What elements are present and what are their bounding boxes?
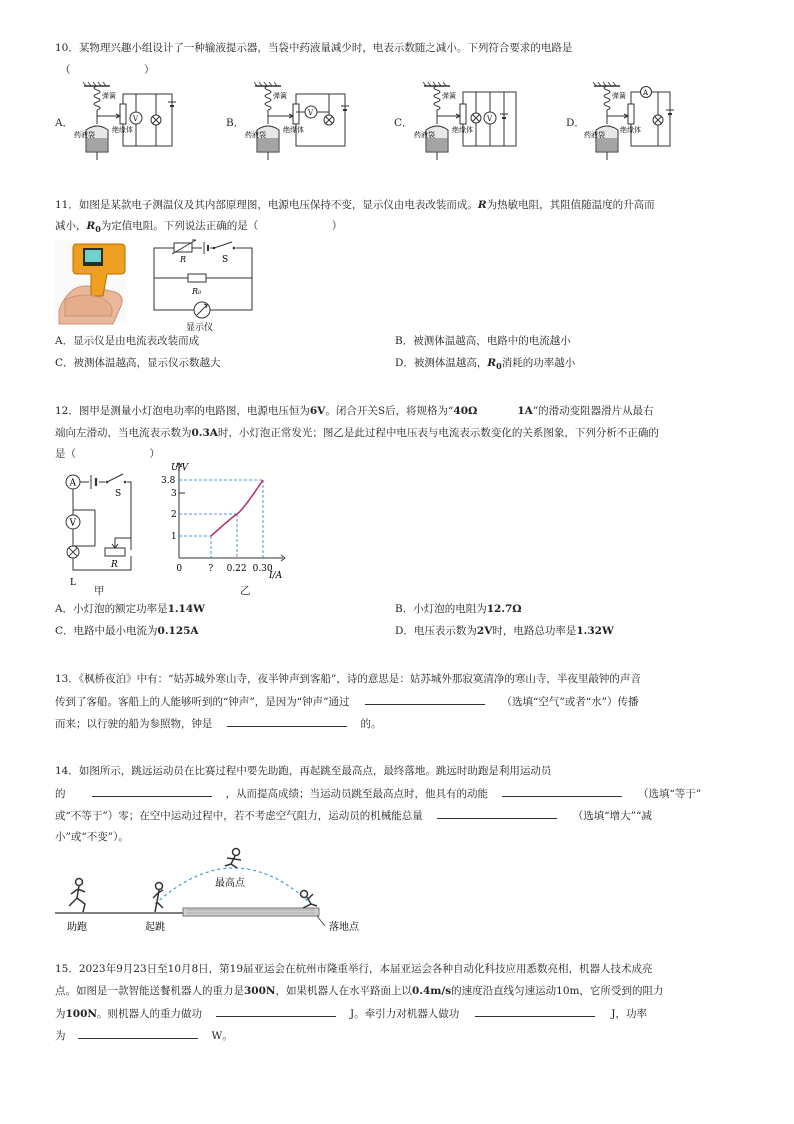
q15-number: 15．: [55, 963, 79, 975]
q11-circuit-s-label: S: [222, 255, 229, 265]
q14-line3: 或“不等于”）零；在空中运动过程中，若不考虑空气阻力，运动员的机械能总量 （选填“增大”“减: [55, 810, 652, 822]
q10-line1: 10．某物理兴趣小组设计了一种输液提示器，当袋中药液量减少时，电表示数随之减小。下列符合要求的电路是: [55, 42, 573, 54]
q12-option-b[interactable]: B．小灯泡的电阻为12.7Ω: [395, 603, 522, 615]
q10-c-bag-label: 药液袋: [414, 131, 435, 139]
q10-c-voltmeter-glyph: V: [487, 115, 493, 123]
q12-ytick-3: 1: [171, 532, 177, 542]
q13-line1: 13．《枫桥夜泊》中有：“姑苏城外寒山寺，夜半钟声到客船”，诗的意思是：姑苏城外那寂寞清净的寒山寺，半夜里敲钟的声音: [55, 673, 641, 685]
q12-graph-ylabel: U/V: [171, 463, 189, 473]
q10-b-spring-label: 弹簧: [273, 92, 287, 100]
q14-line4: 小”或“不变”）。: [55, 831, 129, 843]
q11-option-a[interactable]: A．显示仪是由电流表改装而成: [55, 335, 200, 347]
q12-voltmeter-glyph: V: [69, 518, 76, 529]
q11-number: 11．: [55, 199, 79, 211]
q12-rheostat-label: R: [111, 560, 118, 570]
q11-circuit-r0-label: R₀: [192, 287, 202, 296]
q14-line1: 14．如图所示，跳远运动员在比赛过程中要先助跑，再起跳至最高点，最终落地。跳远时助跑是利用运动员: [55, 765, 552, 777]
q12-ytick-1: 3: [171, 489, 177, 499]
q10-option-b-label[interactable]: B．: [226, 117, 245, 129]
q12-graph-curve: [211, 480, 263, 536]
q14-label-top: 最高点: [215, 878, 245, 889]
q12-line2: 端向左滑动，当电流表示数为0.3A时，小灯泡正常发光；图乙是此过程中电压表与电流表示数变化的关系图象，下列分析不正确的: [55, 427, 659, 439]
q14-line2: 的 ，从而提高成绩；当运动员跳至最高点时，他具有的动能 （选填“等于”: [55, 788, 702, 800]
q10-figure-d: [582, 80, 692, 162]
q11-option-b[interactable]: B．被测体温越高，电路中的电流越小: [395, 335, 571, 347]
q13-number: 13．: [55, 673, 79, 685]
q11-r0-symbol: R: [86, 220, 96, 232]
q12-lamp-label: L: [70, 578, 76, 588]
q14-label-land: 落地点: [329, 922, 359, 933]
q15-line2: 点。如图是一款智能送餐机器人的重力是300N，如果机器人在水平路面上以0.4m/s的速度沿直线匀速运动10m，它所受到的阻力: [55, 985, 664, 997]
q14-number: 14．: [55, 765, 79, 777]
q12-line3: 是（ ）: [55, 448, 160, 460]
q12-circuit-jia: [55, 470, 140, 598]
q12-graph-grid: [179, 480, 263, 558]
q15-blank-gravity-work[interactable]: [216, 1006, 336, 1017]
q10-d-spring-label: 弹簧: [612, 92, 626, 100]
q10-figure-c: [412, 80, 522, 162]
q10-d-ammeter-glyph: A: [643, 89, 649, 97]
q12-option-d[interactable]: D．电压表示数为2V时，电路总功率是1.32W: [395, 625, 614, 637]
q13-blank-state[interactable]: [227, 716, 347, 727]
q11-thermometer-photo: [55, 240, 127, 324]
q10-a-insulator-label: 绝缘体: [112, 126, 133, 134]
q15-blank-power[interactable]: [78, 1028, 198, 1039]
q14-blank-kinetic[interactable]: [502, 786, 622, 797]
q13-blank-medium[interactable]: [365, 694, 485, 705]
q12-graph-xlabel: I/A: [269, 571, 283, 581]
q10-a-spring-label: 弹簧: [102, 92, 116, 100]
q11-circuit-display-label: 显示仪: [186, 323, 214, 333]
q10-figure-b: [243, 80, 353, 162]
q10-figure-a: [72, 80, 182, 162]
q10-a-bag-label: 药液袋: [74, 131, 95, 139]
q10-d-insulator-label: 绝缘体: [620, 126, 641, 134]
q12-graph-yi: [161, 458, 305, 582]
q10-option-d-label[interactable]: D．: [566, 117, 585, 129]
q11-r-symbol: R: [477, 199, 487, 211]
q10-number: 10．: [55, 42, 79, 54]
q11-circuit-diagram: [148, 240, 258, 332]
q13-line3: 而来；以行驶的船为参照物，钟是 的。: [55, 718, 382, 730]
q12-ytick-0: 3.8: [161, 476, 176, 486]
q14-long-jump-figure: [55, 846, 375, 934]
q11-circuit-r-label: R: [180, 255, 187, 264]
q10-a-voltmeter-glyph: V: [133, 115, 139, 123]
q12-line1: 12．图甲是测量小灯泡电功率的电路图，电源电压恒为6V。闭合开关S后，将规格为“40Ω 1A”的滑动变阻器滑片从最右: [55, 405, 654, 417]
q10-option-c-label[interactable]: C．: [394, 117, 413, 129]
q11-option-c[interactable]: C．被测体温越高，显示仪示数越大: [55, 357, 221, 369]
q11-option-d[interactable]: D．被测体温越高，$R_0$消耗的功率越小: [395, 357, 576, 372]
q12-fig-jia-caption: 甲: [94, 585, 105, 597]
q15-line3: 为100N。则机器人的重力做功 J。牵引力对机器人做功 J，功率: [55, 1008, 647, 1020]
q14-label-run: 助跑: [67, 922, 87, 933]
q10-d-bag-label: 药液袋: [584, 131, 605, 139]
q11-line1: 11．如图是某款电子测温仪及其内部原理图，电源电压保持不变，显示仪由电表改装而成。R为热敏电阻，其阻值随温度的升高而: [55, 199, 655, 211]
q12-option-a[interactable]: A．小灯泡的额定功率是1.14W: [55, 603, 205, 615]
q15-line1: 15．2023年9月23日至10月8日，第19届亚运会在杭州市隆重举行，本届亚运会各种自动化科技应用悉数亮相，机器人技术成亮: [55, 963, 653, 975]
q12-switch-label: S: [115, 489, 122, 499]
q10-b-insulator-label: 绝缘体: [283, 126, 304, 134]
q12-xtick-0: 0: [176, 564, 183, 574]
q15-blank-traction-work[interactable]: [475, 1006, 595, 1017]
q12-option-c[interactable]: C．电路中最小电流为0.125A: [55, 625, 199, 637]
q15-line4: 为 W。: [55, 1030, 233, 1042]
q14-blank-mechanical[interactable]: [437, 808, 557, 819]
q12-ytick-2: 2: [171, 510, 177, 520]
q10-option-a-label[interactable]: A．: [55, 117, 74, 129]
q10-c-spring-label: 弹簧: [442, 92, 456, 100]
q14-label-jump: 起跳: [145, 922, 165, 933]
q14-blank-inertia[interactable]: [92, 786, 212, 797]
q10-b-bag-label: 药液袋: [245, 131, 266, 139]
q13-line2: 传到了客船。客船上的人能够听到的“钟声”，是因为“钟声”通过 （选填“空气”或者“水”）传播: [55, 696, 639, 708]
q10-answer-paren: （ ）: [60, 64, 155, 76]
q11-line2: 减小，$R_0$为定值电阻。下列说法正确的是（ ）: [55, 220, 343, 235]
q10-b-voltmeter-glyph: V: [308, 109, 314, 117]
q12-number: 12．: [55, 405, 79, 417]
q12-fig-yi-caption: 乙: [240, 585, 251, 597]
q12-xtick-3: 0.30: [252, 564, 273, 574]
q12-xtick-2: 0.22: [226, 564, 247, 574]
q12-xtick-1: ?: [208, 564, 214, 574]
q10-c-insulator-label: 绝缘体: [452, 126, 473, 134]
q12-ammeter-glyph: A: [69, 478, 76, 489]
